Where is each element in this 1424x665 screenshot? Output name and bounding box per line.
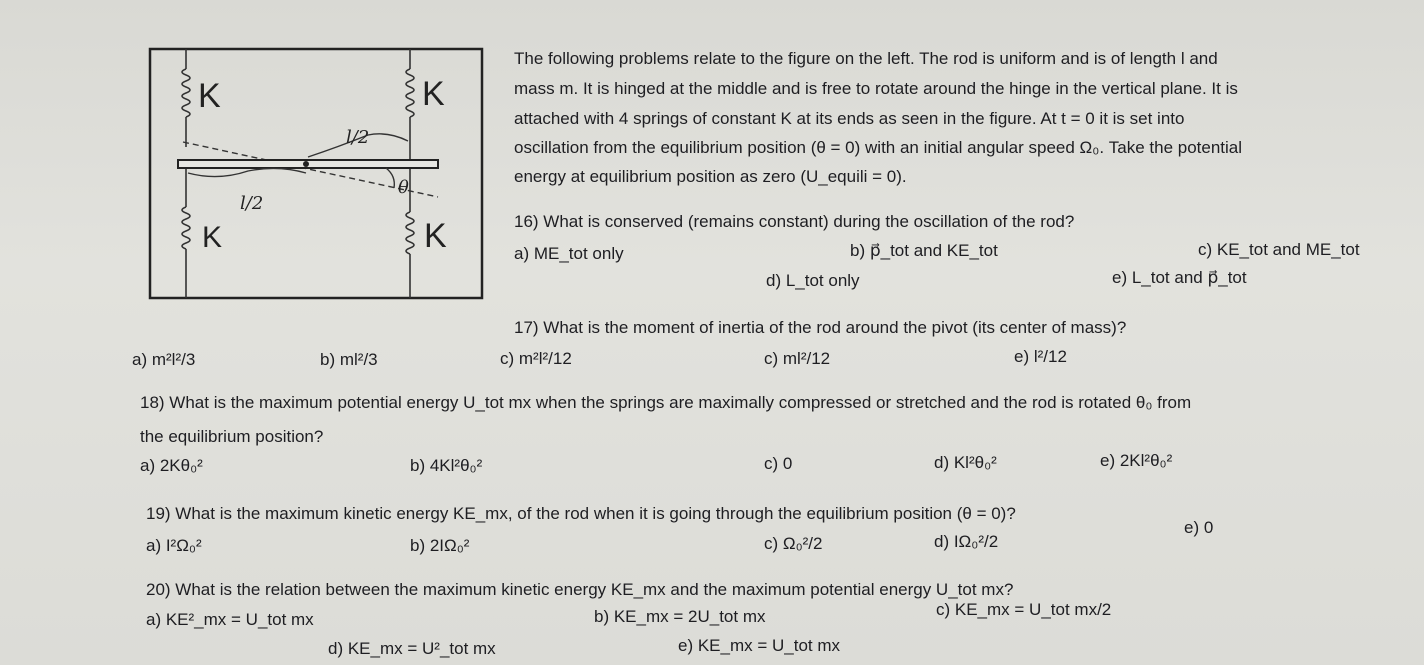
- intro-line: attached with 4 springs of constant K at its ends as seen in the figure. At t = 0 it is set into: [514, 109, 1185, 128]
- question-20-text: 20) What is the relation between the maximum kinetic energy KE_mx and the maximum potential energy U_tot mx?: [146, 580, 1014, 599]
- q17-option-a: a) m²l²/3: [132, 350, 196, 369]
- q16-option-a: a) ME_tot only: [514, 244, 624, 263]
- q16-option-c: c) KE_tot and ME_tot: [1198, 240, 1360, 259]
- intro-line: oscillation from the equilibrium position (θ = 0) with an initial angular speed Ω₀. Take the potential: [514, 138, 1243, 157]
- spring-bottom-left: [182, 159, 190, 298]
- question-18-text: 18) What is the maximum potential energy U_tot mx when the springs are maximally compressed or stretched and the rod is rotated θ₀ from: [140, 393, 1192, 412]
- question-17-text: 17) What is the moment of inertia of the rod around the pivot (its center of mass)?: [514, 318, 1127, 337]
- question-18-text-cont: the equilibrium position?: [140, 427, 324, 446]
- angle-arc: [386, 168, 394, 188]
- q19-option-e: e) 0: [1184, 518, 1214, 537]
- q19-option-a: a) I²Ω₀²: [146, 536, 202, 555]
- q18-option-e: e) 2Kl²θ₀²: [1100, 451, 1173, 470]
- q18-option-b: b) 4Kl²θ₀²: [410, 456, 483, 475]
- question-16-text: 16) What is conserved (remains constant) during the oscillation of the rod?: [514, 212, 1075, 231]
- k-label-top-left: K: [198, 77, 221, 115]
- q20-option-c: c) KE_mx = U_tot mx/2: [936, 600, 1112, 619]
- q20-option-b: b) KE_mx = 2U_tot mx: [594, 607, 766, 626]
- q17-option-c2: c) ml²/12: [764, 349, 831, 368]
- spring-top-left: [182, 49, 190, 147]
- k-label-bottom-left: K: [202, 221, 223, 254]
- half-length-brace-bottom: [188, 168, 306, 176]
- q16-option-b: b) p⃗_tot and KE_tot: [850, 241, 998, 260]
- q18-option-d: d) Kl²θ₀²: [934, 453, 997, 472]
- q20-option-a: a) KE²_mx = U_tot mx: [146, 610, 314, 629]
- q17-option-e: e) l²/12: [1014, 347, 1067, 366]
- k-label-top-right: K: [422, 75, 445, 113]
- q17-option-c1: c) m²l²/12: [500, 349, 572, 368]
- intro-line: mass m. It is hinged at the middle and is free to rotate around the hinge in the vertical plane. It is: [514, 79, 1238, 98]
- question-19-text: 19) What is the maximum kinetic energy KE_mx, of the rod when it is going through the equilibrium position (θ = 0)?: [146, 504, 1016, 523]
- k-label-bottom-right: K: [424, 217, 447, 255]
- q17-option-b: b) ml²/3: [320, 350, 378, 369]
- intro-line: The following problems relate to the figure on the left. The rod is uniform and is of length l and: [514, 49, 1218, 68]
- q16-option-d: d) L_tot only: [766, 271, 860, 290]
- intro-line: energy at equilibrium position as zero (U_equili = 0).: [514, 167, 907, 186]
- q19-option-c: c) Ω₀²/2: [764, 534, 823, 553]
- half-length-label-top: l/2: [346, 127, 370, 148]
- rod-spring-figure: [148, 47, 484, 300]
- q20-option-e: e) KE_mx = U_tot mx: [678, 636, 841, 655]
- spring-top-right: [406, 49, 414, 159]
- hinge-pivot: [303, 161, 309, 167]
- angle-label: θ: [398, 177, 409, 198]
- q19-option-b: b) 2IΩ₀²: [410, 536, 470, 555]
- half-length-label-bottom: l/2: [240, 193, 264, 214]
- q20-option-d: d) KE_mx = U²_tot mx: [328, 639, 496, 658]
- q16-option-e: e) L_tot and p⃗_tot: [1112, 268, 1247, 287]
- q18-option-c: c) 0: [764, 454, 793, 473]
- q19-option-d: d) IΩ₀²/2: [934, 532, 999, 551]
- q18-option-a: a) 2Kθ₀²: [140, 456, 203, 475]
